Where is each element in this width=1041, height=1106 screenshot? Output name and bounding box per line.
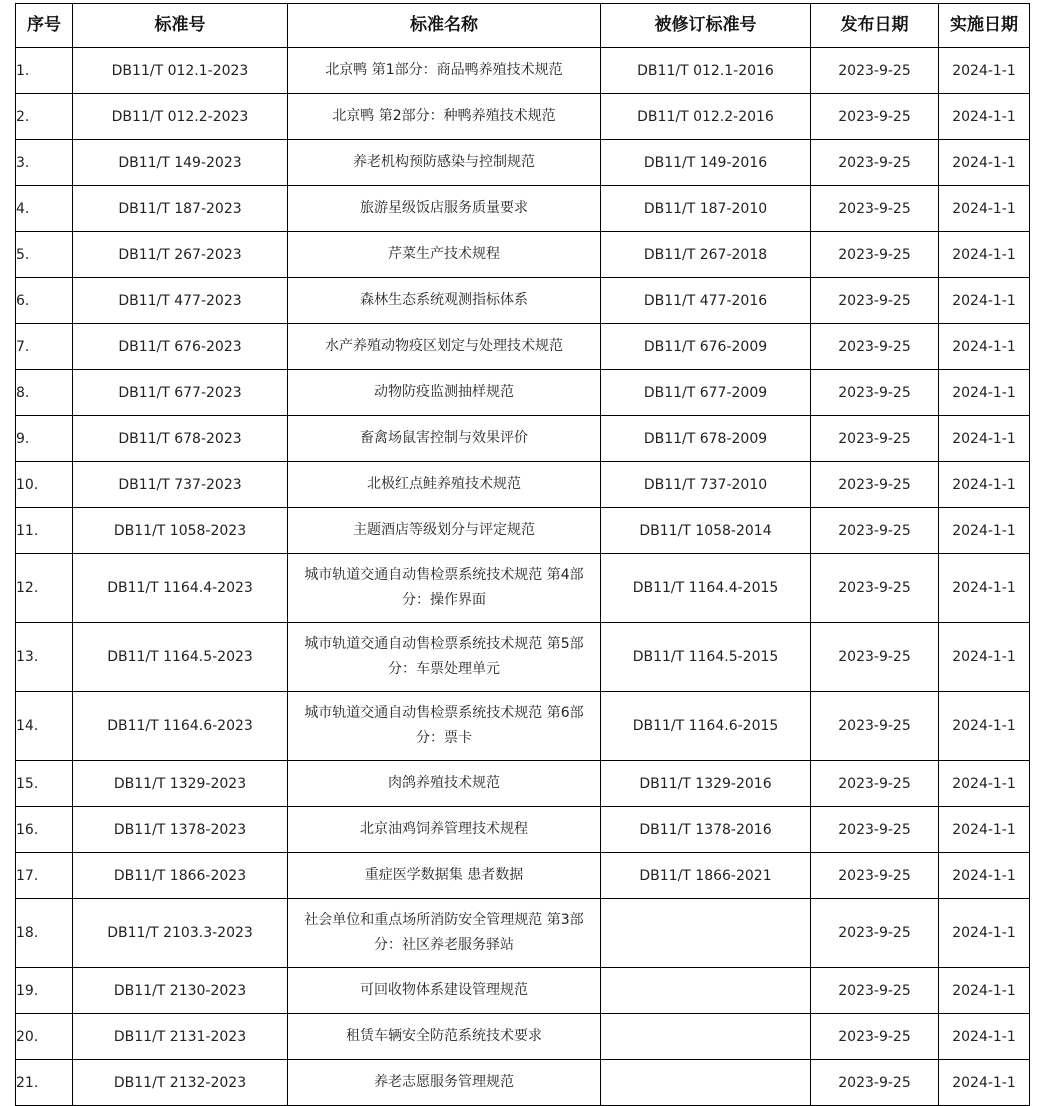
- col-header-effective-date: 实施日期: [939, 4, 1030, 48]
- table-row: [16, 761, 1030, 807]
- cell-replaced-code: DB11/T 267-2018: [601, 232, 811, 278]
- cell-standard-name: 重症医学数据集 患者数据: [288, 853, 601, 899]
- col-header-publish-date: 发布日期: [811, 4, 939, 48]
- cell-standard-code: DB11/T 012.1-2023: [73, 48, 288, 94]
- cell-standard-code: DB11/T 477-2023: [73, 278, 288, 324]
- cell-standard-code: DB11/T 2132-2023: [73, 1060, 288, 1106]
- table-row: [16, 94, 1030, 140]
- cell-publish-date: 2023-9-25: [811, 462, 939, 508]
- table-row: [16, 186, 1030, 232]
- cell-index: 15.: [16, 761, 73, 807]
- standards-table: [15, 3, 1030, 1106]
- table-row: [16, 853, 1030, 899]
- table-row: [16, 1060, 1030, 1106]
- cell-standard-code: DB11/T 1866-2023: [73, 853, 288, 899]
- table-row: [16, 416, 1030, 462]
- cell-publish-date: 2023-9-25: [811, 968, 939, 1014]
- cell-index: 7.: [16, 324, 73, 370]
- cell-effective-date: 2024-1-1: [939, 899, 1030, 968]
- cell-effective-date: 2024-1-1: [939, 370, 1030, 416]
- cell-standard-name: 北京油鸡饲养管理技术规程: [288, 807, 601, 853]
- cell-effective-date: 2024-1-1: [939, 554, 1030, 623]
- cell-index: 11.: [16, 508, 73, 554]
- cell-index: 21.: [16, 1060, 73, 1106]
- cell-standard-code: DB11/T 676-2023: [73, 324, 288, 370]
- cell-effective-date: 2024-1-1: [939, 807, 1030, 853]
- cell-index: 20.: [16, 1014, 73, 1060]
- cell-publish-date: 2023-9-25: [811, 554, 939, 623]
- cell-standard-code: DB11/T 2130-2023: [73, 968, 288, 1014]
- cell-replaced-code: DB11/T 677-2009: [601, 370, 811, 416]
- cell-effective-date: 2024-1-1: [939, 48, 1030, 94]
- cell-publish-date: 2023-9-25: [811, 232, 939, 278]
- cell-effective-date: 2024-1-1: [939, 232, 1030, 278]
- col-header-replaced-code: 被修订标准号: [601, 4, 811, 48]
- cell-publish-date: 2023-9-25: [811, 416, 939, 462]
- cell-publish-date: 2023-9-25: [811, 1014, 939, 1060]
- cell-replaced-code: [601, 1014, 811, 1060]
- cell-publish-date: 2023-9-25: [811, 899, 939, 968]
- cell-standard-code: DB11/T 737-2023: [73, 462, 288, 508]
- cell-standard-code: DB11/T 2103.3-2023: [73, 899, 288, 968]
- cell-standard-name: 动物防疫监测抽样规范: [288, 370, 601, 416]
- cell-replaced-code: DB11/T 678-2009: [601, 416, 811, 462]
- cell-publish-date: 2023-9-25: [811, 94, 939, 140]
- cell-standard-name: 北极红点鲑养殖技术规范: [288, 462, 601, 508]
- cell-replaced-code: [601, 968, 811, 1014]
- cell-standard-name: 旅游星级饭店服务质量要求: [288, 186, 601, 232]
- cell-index: 9.: [16, 416, 73, 462]
- cell-standard-name: 主题酒店等级划分与评定规范: [288, 508, 601, 554]
- table-row: [16, 692, 1030, 761]
- cell-effective-date: 2024-1-1: [939, 416, 1030, 462]
- cell-effective-date: 2024-1-1: [939, 968, 1030, 1014]
- table-body: [16, 48, 1030, 1106]
- cell-replaced-code: [601, 899, 811, 968]
- cell-index: 2.: [16, 94, 73, 140]
- cell-standard-code: DB11/T 1058-2023: [73, 508, 288, 554]
- cell-standard-name: 城市轨道交通自动售检票系统技术规范 第5部分：车票处理单元: [288, 623, 601, 692]
- cell-index: 17.: [16, 853, 73, 899]
- cell-standard-name: 城市轨道交通自动售检票系统技术规范 第4部分：操作界面: [288, 554, 601, 623]
- cell-standard-code: DB11/T 1164.5-2023: [73, 623, 288, 692]
- cell-publish-date: 2023-9-25: [811, 370, 939, 416]
- cell-index: 5.: [16, 232, 73, 278]
- cell-effective-date: 2024-1-1: [939, 140, 1030, 186]
- cell-publish-date: 2023-9-25: [811, 140, 939, 186]
- cell-effective-date: 2024-1-1: [939, 462, 1030, 508]
- cell-replaced-code: DB11/T 149-2016: [601, 140, 811, 186]
- cell-index: 19.: [16, 968, 73, 1014]
- cell-standard-name: 肉鸽养殖技术规范: [288, 761, 601, 807]
- cell-effective-date: 2024-1-1: [939, 186, 1030, 232]
- cell-standard-code: DB11/T 678-2023: [73, 416, 288, 462]
- table-row: [16, 370, 1030, 416]
- cell-publish-date: 2023-9-25: [811, 761, 939, 807]
- cell-standard-name: 森林生态系统观测指标体系: [288, 278, 601, 324]
- cell-replaced-code: DB11/T 1164.4-2015: [601, 554, 811, 623]
- table-row: [16, 807, 1030, 853]
- cell-standard-name: 畜禽场鼠害控制与效果评价: [288, 416, 601, 462]
- cell-index: 12.: [16, 554, 73, 623]
- cell-standard-name: 芹菜生产技术规程: [288, 232, 601, 278]
- table-row: [16, 232, 1030, 278]
- table-row: [16, 508, 1030, 554]
- header-row: [16, 4, 1030, 48]
- cell-standard-name: 城市轨道交通自动售检票系统技术规范 第6部分：票卡: [288, 692, 601, 761]
- cell-replaced-code: DB11/T 1329-2016: [601, 761, 811, 807]
- cell-replaced-code: DB11/T 676-2009: [601, 324, 811, 370]
- table-row: [16, 48, 1030, 94]
- cell-publish-date: 2023-9-25: [811, 186, 939, 232]
- cell-index: 3.: [16, 140, 73, 186]
- cell-replaced-code: DB11/T 1378-2016: [601, 807, 811, 853]
- cell-replaced-code: [601, 1060, 811, 1106]
- cell-effective-date: 2024-1-1: [939, 1060, 1030, 1106]
- cell-replaced-code: DB11/T 1164.6-2015: [601, 692, 811, 761]
- cell-index: 6.: [16, 278, 73, 324]
- cell-effective-date: 2024-1-1: [939, 1014, 1030, 1060]
- cell-standard-name: 北京鸭 第2部分：种鸭养殖技术规范: [288, 94, 601, 140]
- cell-standard-code: DB11/T 1329-2023: [73, 761, 288, 807]
- cell-publish-date: 2023-9-25: [811, 508, 939, 554]
- col-header-standard-code: 标准号: [73, 4, 288, 48]
- cell-standard-name: 水产养殖动物疫区划定与处理技术规范: [288, 324, 601, 370]
- cell-replaced-code: DB11/T 012.2-2016: [601, 94, 811, 140]
- cell-effective-date: 2024-1-1: [939, 853, 1030, 899]
- table-row: [16, 623, 1030, 692]
- cell-index: 18.: [16, 899, 73, 968]
- cell-index: 1.: [16, 48, 73, 94]
- cell-standard-code: DB11/T 1378-2023: [73, 807, 288, 853]
- cell-standard-name: 可回收物体系建设管理规范: [288, 968, 601, 1014]
- cell-standard-code: DB11/T 149-2023: [73, 140, 288, 186]
- cell-standard-code: DB11/T 267-2023: [73, 232, 288, 278]
- cell-standard-name: 北京鸭 第1部分：商品鸭养殖技术规范: [288, 48, 601, 94]
- cell-replaced-code: DB11/T 1866-2021: [601, 853, 811, 899]
- cell-replaced-code: DB11/T 012.1-2016: [601, 48, 811, 94]
- cell-index: 14.: [16, 692, 73, 761]
- table-row: [16, 324, 1030, 370]
- cell-effective-date: 2024-1-1: [939, 324, 1030, 370]
- cell-replaced-code: DB11/T 187-2010: [601, 186, 811, 232]
- cell-effective-date: 2024-1-1: [939, 278, 1030, 324]
- cell-index: 10.: [16, 462, 73, 508]
- cell-effective-date: 2024-1-1: [939, 623, 1030, 692]
- cell-index: 4.: [16, 186, 73, 232]
- cell-standard-name: 租赁车辆安全防范系统技术要求: [288, 1014, 601, 1060]
- table-row: [16, 554, 1030, 623]
- table-header: [16, 4, 1030, 48]
- cell-standard-code: DB11/T 187-2023: [73, 186, 288, 232]
- cell-standard-name: 养老志愿服务管理规范: [288, 1060, 601, 1106]
- cell-publish-date: 2023-9-25: [811, 278, 939, 324]
- table-row: [16, 140, 1030, 186]
- table-row: [16, 968, 1030, 1014]
- cell-effective-date: 2024-1-1: [939, 94, 1030, 140]
- cell-publish-date: 2023-9-25: [811, 1060, 939, 1106]
- cell-index: 8.: [16, 370, 73, 416]
- cell-standard-code: DB11/T 2131-2023: [73, 1014, 288, 1060]
- cell-standard-name: 社会单位和重点场所消防安全管理规范 第3部分：社区养老服务驿站: [288, 899, 601, 968]
- cell-replaced-code: DB11/T 1058-2014: [601, 508, 811, 554]
- cell-replaced-code: DB11/T 1164.5-2015: [601, 623, 811, 692]
- cell-publish-date: 2023-9-25: [811, 692, 939, 761]
- cell-standard-code: DB11/T 1164.4-2023: [73, 554, 288, 623]
- cell-standard-code: DB11/T 677-2023: [73, 370, 288, 416]
- cell-effective-date: 2024-1-1: [939, 761, 1030, 807]
- table-row: [16, 1014, 1030, 1060]
- cell-standard-code: DB11/T 012.2-2023: [73, 94, 288, 140]
- cell-replaced-code: DB11/T 477-2016: [601, 278, 811, 324]
- cell-publish-date: 2023-9-25: [811, 807, 939, 853]
- cell-standard-name: 养老机构预防感染与控制规范: [288, 140, 601, 186]
- cell-index: 13.: [16, 623, 73, 692]
- cell-publish-date: 2023-9-25: [811, 853, 939, 899]
- table-row: [16, 278, 1030, 324]
- cell-effective-date: 2024-1-1: [939, 508, 1030, 554]
- cell-effective-date: 2024-1-1: [939, 692, 1030, 761]
- col-header-index: 序号: [16, 4, 73, 48]
- cell-index: 16.: [16, 807, 73, 853]
- cell-standard-code: DB11/T 1164.6-2023: [73, 692, 288, 761]
- col-header-standard-name: 标准名称: [288, 4, 601, 48]
- table-row: [16, 899, 1030, 968]
- cell-publish-date: 2023-9-25: [811, 324, 939, 370]
- cell-publish-date: 2023-9-25: [811, 623, 939, 692]
- cell-publish-date: 2023-9-25: [811, 48, 939, 94]
- cell-replaced-code: DB11/T 737-2010: [601, 462, 811, 508]
- table-row: [16, 462, 1030, 508]
